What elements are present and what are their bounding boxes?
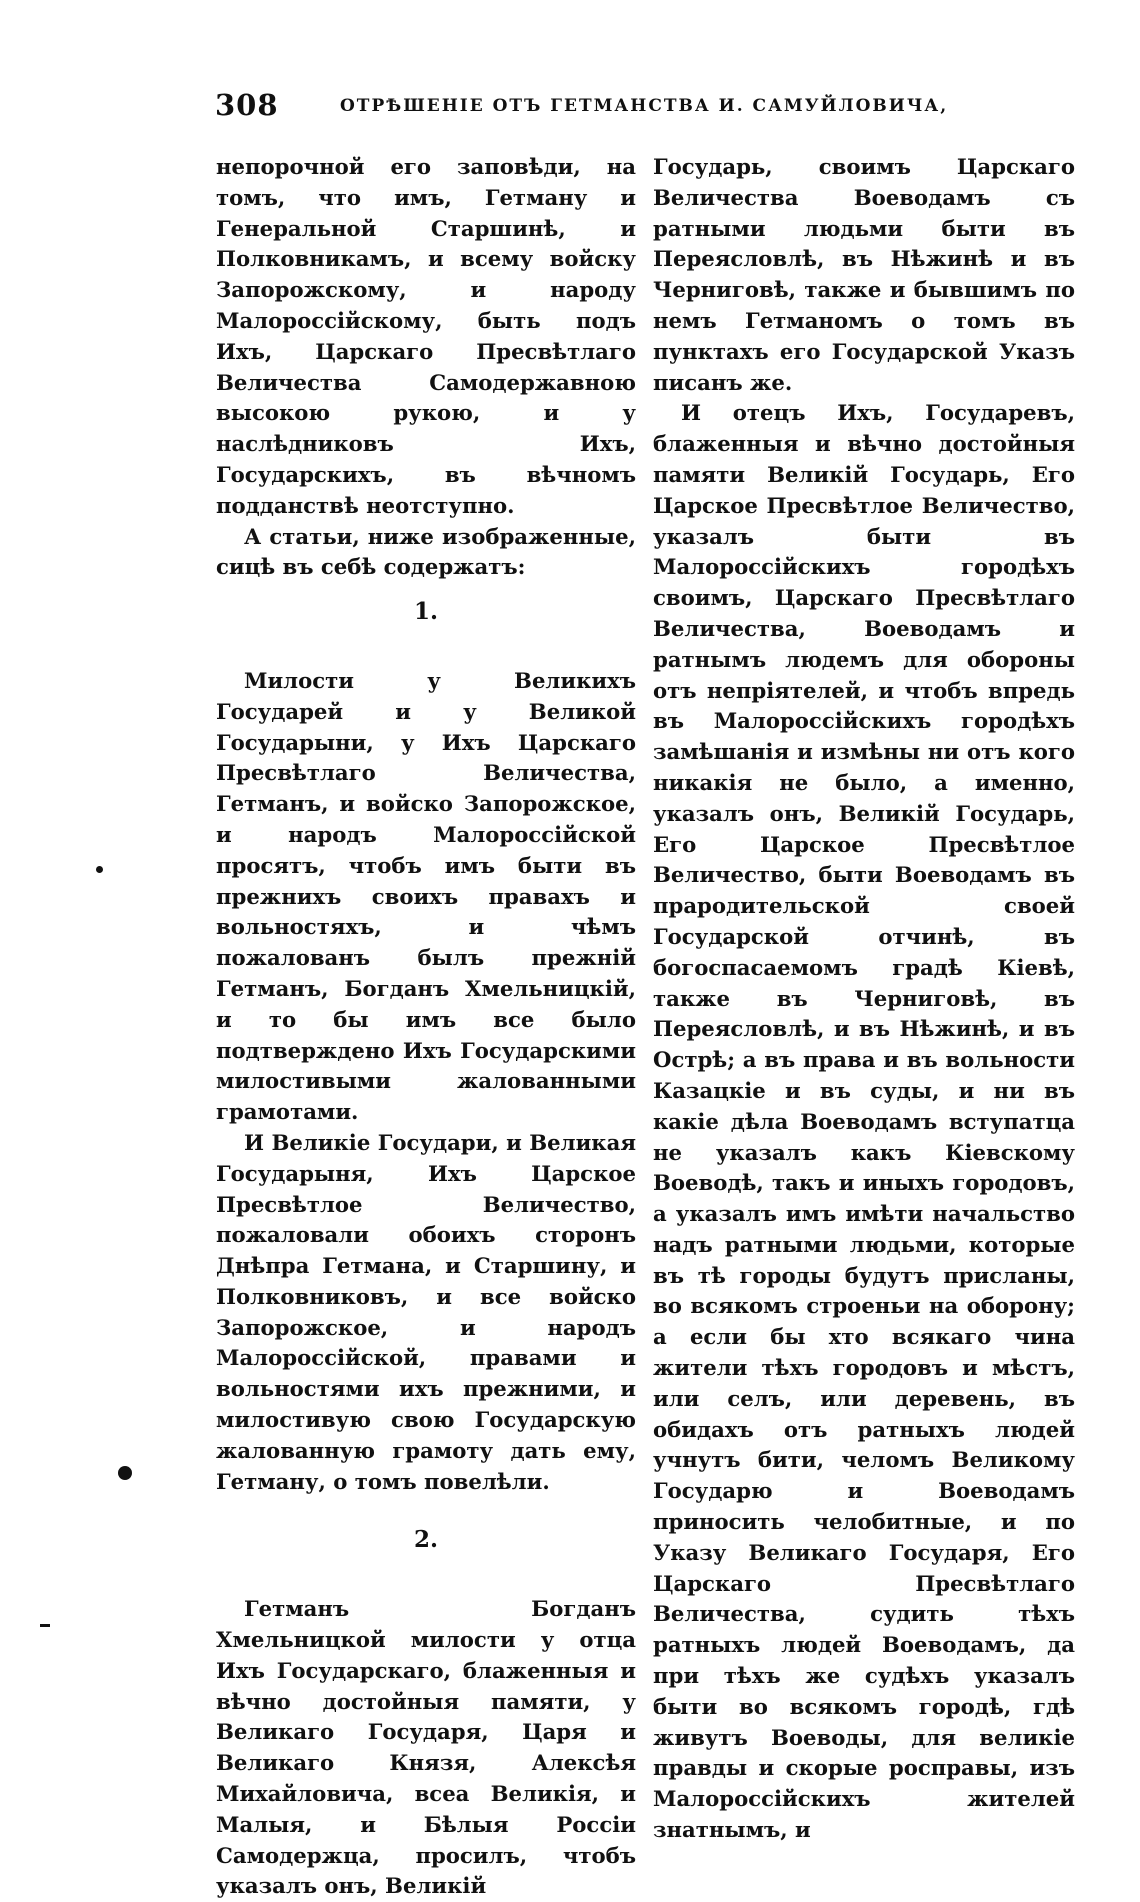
article-1-paragraph-2: И Великіе Государи, и Великая Государыня, Ихъ Царское Пресвѣтлое Величество, пожаловали обоихъ сторонъ Днѣпра Гетмана, и Старшину, и Полковниковъ, и все войско Запорожское, и народъ Малороссійской, правами и вольностями ихъ прежними, и милостивую свою Государскую жалованную грамоту дать ему, Гетману, о томъ повелѣли. xyxy=(216,1129,636,1494)
article-number-2: 2. xyxy=(413,1526,438,1554)
paragraph-continued: непорочной его заповѣди, на томъ, что имъ, Гетману и Генеральной Старшинѣ, и Полковникамъ, и всему войску Запорожскому, и народу Малороссійскому, быть подъ Ихъ, Царскаго Пресвѣтлаго Величества Самодержавною высокою рукою, и у наслѣдниковъ Ихъ, Государскихъ, въ вѣчномъ подданствѣ неотступно. xyxy=(216,154,636,518)
paragraph-continued-right: Государь, своимъ Царскаго Величества Воеводамъ съ ратными людьми быти въ Переясловлѣ, въ Нѣжинѣ и въ Черниговѣ, также и бывшимъ по немъ Гетманомъ о томъ въ пунктахъ его Государской Указъ писанъ же. xyxy=(653,154,1075,395)
right-column xyxy=(653,152,1075,1846)
running-head: ОТРѢШЕНІЕ ОТЪ ГЕТМАНСТВА И. САМУЙЛОВИЧА, xyxy=(340,96,949,116)
article-number-1: 1. xyxy=(413,598,438,626)
margin-dot xyxy=(96,866,103,873)
left-column xyxy=(216,152,636,1902)
article-2-paragraph-1: Гетманъ Богданъ Хмельницкой милости у отца Ихъ Государскаго, блаженныя и вѣчно достойныя памяти, у Великаго Государя, Царя и Великаго Князя, Алексѣя Михайловича, всеа Великія, и Малыя, и Бѣлыя Россіи Самодержца, просилъ, чтобъ указалъ онъ, Великій xyxy=(216,1596,636,1899)
margin-dash xyxy=(40,1624,50,1627)
article-1-paragraph-1: Милости у Великихъ Государей и у Великой Государыни, у Ихъ Царскаго Пресвѣтлаго Величества, Гетманъ, и войско Запорожское, и народъ Малороссійской просятъ, чтобъ имъ быти въ прежнихъ своихъ правахъ и вольностяхъ, и чѣмъ пожалованъ былъ прежній Гетманъ, Богданъ Хмельницкій, и то бы имъ все было подтверждено Ихъ Государскими милостивыми жалованными грамотами. xyxy=(216,667,636,1125)
paragraph-articles-intro: А статьи, ниже изображенные, сицѣ въ себѣ содержатъ: xyxy=(216,523,636,580)
margin-blot xyxy=(118,1466,132,1480)
page-number: 308 xyxy=(215,88,279,122)
paragraph-father: И отецъ Ихъ, Государевъ, блаженныя и вѣчно достойныя памяти Великій Государь, Его Царское Пресвѣтлое Величество, указалъ быти въ Малороссійскихъ городѣхъ своимъ, Царскаго Пресвѣтлаго Величества, Воеводамъ и ратнымъ людемъ для обороны отъ непріятелей, и чтобъ впредь въ Малороссійскихъ городѣхъ замѣшанія и измѣны ни отъ кого никакія не было, а именно, указалъ онъ, Великій Государь, Его Царское Пресвѣтлое Величество, быти Воеводамъ въ прародительской своей Государской отчинѣ, въ богоспасаемомъ градѣ Кіевѣ, также въ Черниговѣ, въ Переясловлѣ, и въ Нѣжинѣ, и въ Острѣ; а въ права и въ вольности Казацкіе и въ суды, и ни въ какіе дѣла Воеводамъ вступатца не указалъ какъ Кіевскому Воеводѣ, такъ и иныхъ городовъ, а указалъ имъ имѣти начальство надъ ратными людьми, которые въ тѣ городы будутъ присланы, во всякомъ строеньи на оборону; а если бы хто всякаго чина жители тѣхъ городовъ и мѣстъ, или селъ, или деревень, въ обидахъ отъ ратныхъ людей учнутъ бити, челомъ Великому Государю и Воеводамъ приносить челобитные, и по Указу Великаго Государя, Его Царскаго Пресвѣтлаго Величества, судить тѣхъ ратныхъ людей Воеводамъ, да при тѣхъ же судѣхъ указалъ быти во всякомъ городѣ, гдѣ живутъ Воеводы, для великіе правды и скорые росправы, изъ Малороссійскихъ жителей знатнымъ, и xyxy=(653,400,1075,1843)
